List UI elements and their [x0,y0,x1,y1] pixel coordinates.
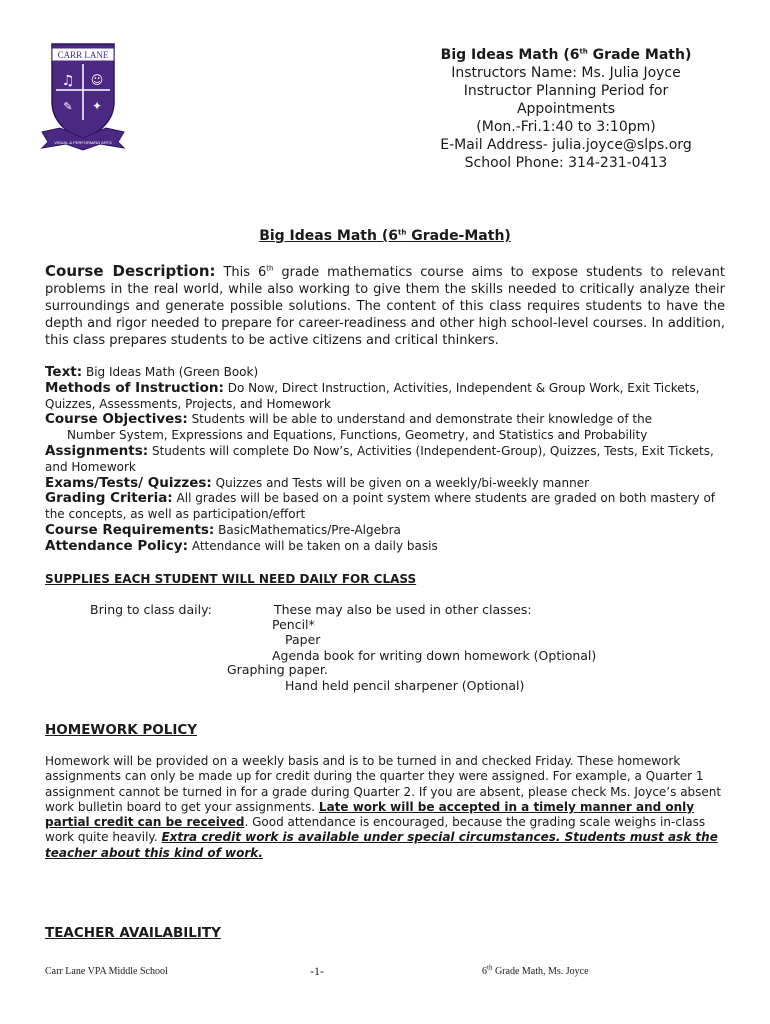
field-course-requirements: Course Requirements: BasicMathematics/Pre-Algebra [45,521,401,538]
dance-icon: ✦ [91,99,103,113]
course-details [45,365,725,555]
crest-school-name: CARR LANE [57,50,109,60]
footer-course: 6th Grade Math, Ms. Joyce [482,963,589,977]
course-description-label: Course Description: [45,262,216,280]
email-address: E-Mail Address- julia.joyce@slps.org [440,137,692,153]
document-title: Big Ideas Math (6th Grade-Math) [259,228,511,244]
planning-period-line-2: Appointments [516,101,616,117]
supply-item: Agenda book for writing down homework (Optional) [272,648,597,663]
header-title: Big Ideas Math (6th Grade Math) [440,47,692,63]
supply-item: Pencil* [272,617,315,632]
field-exams: Exams/Tests/ Quizzes: Quizzes and Tests will be given on a weekly/bi-weekly manner [45,474,590,491]
extra-credit-notice: Extra credit work is available under special circumstances. Students must ask the teacher about this kind of work. [45,830,718,860]
supply-item: Hand held pencil sharpener (Optional) [285,678,525,693]
field-attendance-policy: Attendance Policy: Attendance will be taken on a daily basis [45,537,438,554]
field-text: Text: Big Ideas Math (Green Book) [45,364,259,380]
supply-item: Paper [285,632,321,647]
field-grading-criteria: Grading Criteria: All grades will be based on a point system where students are graded on both mastery of the concepts, as well as participation/effort [45,490,716,522]
drama-mask-icon: ☺ [90,73,104,87]
footer-school: Carr Lane VPA Middle School [45,966,168,977]
palette-icon: ✎ [63,100,73,113]
instructor-name: Instructors Name: Ms. Julia Joyce [451,65,681,81]
school-crest-logo [38,40,128,152]
homework-policy-heading: HOMEWORK POLICY [45,722,198,738]
homework-policy-text: Homework will be provided on a weekly basis and is to be turned in and checked Friday. These homework assignments can only be made up for credit during the quarter they were assigned. For example, a Quarter 1 assignment cannot be turned in for a grade during Quarter 2. If you are absent, please check Ms. Joyce’s absent work bulletin board to get your assignments. Late work will be accepted in a timely manner and only partial credit can be received. Good attendance is encouraged, because the grading scale weighs in-class work quite heavily. Extra credit work is available under special circumstances. Students must ask the teacher about this kind of work. [45,754,722,860]
teacher-availability-heading: TEACHER AVAILABILITY [45,925,221,941]
planning-hours: (Mon.-Fri.1:40 to 3:10pm) [476,119,656,135]
supplies-bring-label: Bring to class daily: [90,602,212,617]
field-methods-of-instruction: Methods of Instruction: Do Now, Direct Instruction, Activities, Independent & Group Work, Exit Tickets, Quizzes, Assessments, Projects, and Homework [45,379,700,411]
field-course-objectives: Course Objectives: Students will be able to understand and demonstrate their knowledge of the [45,411,653,428]
footer-page-number: -1- [310,964,324,978]
supplies-other-label: These may also be used in other classes: [274,602,532,617]
crest-ribbon-text: VISUAL & PERFORMING ARTS [54,140,112,145]
supplies-heading: SUPPLIES EACH STUDENT WILL NEED DAILY FOR CLASS [45,572,417,586]
field-assignments: Assignments: Students will complete Do Now’s, Activities (Independent-Group), Quizzes, Tests, Exit Tickets, and Homework [45,442,714,474]
instructor-header [410,46,722,172]
field-course-objectives-continued: Number System, Expressions and Equations, Functions, Geometry, and Statistics and Probability [67,428,648,443]
supply-item: Graphing paper. [227,662,328,677]
planning-period-line-1: Instructor Planning Period for [463,83,669,99]
late-work-notice: Late work will be accepted in a timely manner and only partial credit can be received [45,799,695,830]
course-description: Course Description: This 6th grade mathematics course aims to expose students to relevant problems in the real world, while also working to give them the skills needed to critically analyze their surroundings and generate possible solutions. The content of this class requires students to have the depth and rigor needed to prepare for career-readiness and other high school-level courses. In addition, this class prepares students to be active citizens and critical thinkers. [45,262,725,348]
music-note-icon: ♫ [61,73,75,89]
school-phone: School Phone: 314-231-0413 [464,155,668,171]
